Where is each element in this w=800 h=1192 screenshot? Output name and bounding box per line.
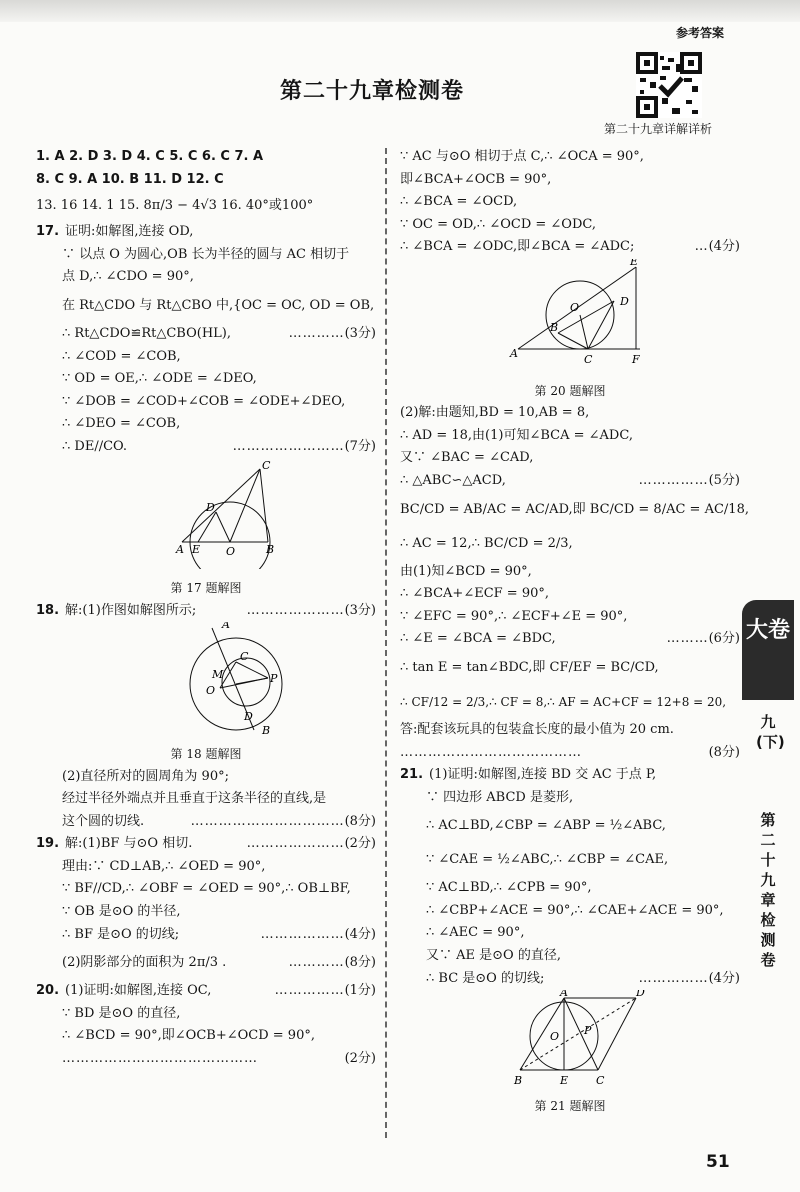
q18-line: 解:(1)作图如解图所示; [65,602,197,618]
svg-text:O: O [550,1030,560,1044]
q20-number: 20. [36,983,60,999]
figure-21 [400,990,740,1086]
side-tab [742,600,800,1160]
svg-text:M: M [212,668,224,682]
figure-21-caption: 第 21 题解图 [534,1098,606,1113]
page-title: 第二十九章检测卷 [280,79,465,104]
q21-line: 又∵ AE 是⊙O 的直径, [426,948,561,964]
q17-line: ∵ ∠DOB = ∠COD+∠COB = ∠ODE+∠DEO, [62,393,346,409]
svg-text:E: E [630,258,639,268]
q20-line: ∵ BD 是⊙O 的直径, [62,1005,181,1021]
score: (6分) [708,631,740,647]
score: (3分) [344,325,376,341]
svg-text:A: A [222,622,230,632]
q20-line: ∴ AC = 12,∴ BC/CD = 2/3, [400,535,573,551]
left-column: 1. A 2. D 3. D 4. C 5. C 6. C 7. A 8. C 9. A 10. B 11. D 12. C 13. 16 14. 1 15. 8π/3 − 4√3 16. 40°或100° 17. 证明:如解图,连接 OD, ∵ 以点 O 为圆心,OB 长为半径的圆与 AC 相切于 点 D,∴ ∠CDO = 90°, 在 Rt△CDO 与 Rt△CBO 中,{OC = OC, OD = OB, ∴ Rt△CDO≌Rt△CBO(HL), …………(3分) ∴ ∠COD = ∠COB, ∵ OD = OE,∴ ∠ODE = ∠DEO, ∵ ∠DOB = ∠COD+∠COB = ∠ODE+∠DEO, ∴ ∠DEO = ∠COB, ∴ DE//CO. ……………………(7分) C D A E O B 第 17 题解图 18. 解:(1)作图如解图所示; …………………(3分) A C M O P D B 第 18 题解图 (2)直径所对的圆周角为 90°; 经过半径外端点并且垂直于这条半径的直线,是 这个圆的切线. ……………………………(8分) 19. 解:(1)BF 与⊙O 相切. …………………(2分) 理由:∵ CD⊥AB,∴ ∠OED = 90°, ∵ BF//CD,∴ ∠OBF = ∠OED = 90°,∴ OB⊥BF, ∵ OB 是⊙O 的半径, ∴ BF 是⊙O 的切线; ………………(4分) (2)阴影部分的面积为 2π/3 . …………(8分) 20. (1)证明:如解图,连接 OC, ……………(1分) ∵ BD 是⊙O 的直径, ∴ ∠BCD = 90°,即∠OCB+∠OCD = 90°, …………………………………… (2分) [36,146,376,1071]
svg-text:P: P [270,672,278,686]
svg-text:C: C [584,352,593,366]
svg-text:O: O [206,684,216,698]
q18-number: 18. [36,602,60,618]
q20-line: ∴ △ABC∽△ACD, [400,472,506,488]
q17-line: ∴ ∠COD = ∠COB, [62,348,181,364]
page-top-edge [0,0,800,22]
q17-line: ∴ Rt△CDO≌Rt△CBO(HL), [62,325,231,341]
score: (4分) [708,239,740,255]
svg-text:D: D [620,294,629,308]
q20-line: 又∵ ∠BAC = ∠CAD, [400,450,534,466]
q17-line: ∵ OD = OE,∴ ∠ODE = ∠DEO, [62,371,257,387]
q20-line: ∴ AD = 18,由(1)可知∠BCA = ∠ADC, [400,427,633,443]
svg-text:B: B [266,542,275,556]
q20-line: ∴ ∠E = ∠BCA = ∠BDC, [400,631,556,647]
svg-text:A: A [510,346,518,360]
q19-line: 解:(1)BF 与⊙O 相切. [65,836,193,852]
q20-line: (1)证明:如解图,连接 OC, [65,983,212,999]
score: (2分) [344,836,376,852]
svg-text:D: D [206,500,215,514]
svg-text:C: C [262,458,271,472]
q20-line: BC/CD = AB/AC = AC/AD,即 BC/CD = 8/AC = AC/18, [400,501,749,517]
mc-answers-2: 8. C 9. A 10. B 11. D 12. C [36,171,224,187]
figure-20 [400,259,740,371]
q21-line: (1)证明:如解图,连接 BD 交 AC 于点 P, [429,767,657,783]
svg-text:B: B [514,1074,523,1087]
q19-line: ∵ OB 是⊙O 的半径, [62,904,181,920]
q20-line: ∴ CF/12 = 2/3,∴ CF = 8,∴ AF = AC+CF = 12+8 = 20, [400,694,727,709]
svg-text:E: E [560,1074,569,1087]
score: (8分) [344,813,376,829]
q17-line: ∴ ∠DEO = ∠COB, [62,416,181,432]
q20-line: ∴ ∠BCD = 90°,即∠OCB+∠OCD = 90°, [62,1028,315,1044]
q17-line: ∵ 以点 O 为圆心,OB 长为半径的圆与 AC 相切于 [62,246,350,262]
qr-code-icon[interactable] [636,52,702,118]
score: (4分) [708,970,740,986]
q18-line: 这个圆的切线. [62,813,145,829]
score: (8分) [344,955,376,971]
q20-line: ∵ OC = OD,∴ ∠OCD = ∠ODC, [400,216,596,232]
q20-line: 由(1)知∠BCD = 90°, [400,563,532,579]
score: (1分) [344,983,376,999]
svg-text:B: B [550,320,559,334]
side-tab-grade: 九(下) [756,713,785,751]
svg-text:E: E [192,542,201,556]
q21-line: ∴ BC 是⊙O 的切线; [426,970,545,986]
q17-line: 证明:如解图,连接 OD, [65,224,194,240]
mc-answers-1: 1. A 2. D 3. D 4. C 5. C 6. C 7. A [36,149,264,164]
svg-text:A: A [176,542,184,556]
q20-line: ∵ AC 与⊙O 相切于点 C,∴ ∠OCA = 90°, [400,149,644,164]
svg-text:B: B [262,724,271,735]
page-number: 51 [706,1152,730,1172]
q17-line: ∴ DE//CO. [62,438,128,454]
q18-line: (2)直径所对的圆周角为 90°; [62,768,229,784]
q19-number: 19. [36,836,60,852]
svg-text:F: F [632,352,640,366]
svg-text:D: D [636,990,645,1000]
figure-18 [36,622,376,734]
q20-line: ∴ ∠BCA = ∠ODC,即∠BCA = ∠ADC; [400,239,635,255]
q21-line: ∴ ∠AEC = 90°, [426,925,525,941]
q21-number: 21. [400,767,424,783]
q21-line: ∵ ∠CAE = ½∠ABC,∴ ∠CBP = ∠CAE, [426,852,669,868]
q21-line: ∵ AC⊥BD,∴ ∠CPB = 90°, [426,880,592,896]
score: (3分) [344,602,376,618]
svg-text:O: O [570,300,580,314]
q20-line: 答:配套该玩具的包装盒长度的最小值为 20 cm. [400,721,674,737]
q18-line: 经过半径外端点并且垂直于这条半径的直线,是 [62,791,327,807]
score: (8分) [708,744,740,760]
figure-18-caption: 第 18 题解图 [170,746,242,761]
q19-line: ∴ BF 是⊙O 的切线; [62,926,180,942]
score: (4分) [344,926,376,942]
q20-line: ∴ ∠BCA+∠ECF = 90°, [400,586,549,602]
svg-text:A: A [560,990,568,1000]
score: (7分) [344,438,376,454]
side-tab-chapter: 第二十九章检测卷 [760,811,776,969]
svg-text:C: C [240,650,249,664]
q17-line: 在 Rt△CDO 与 Rt△CBO 中,{OC = OC, OD = OB, [62,297,375,313]
q19-line: 理由:∵ CD⊥AB,∴ ∠OED = 90°, [62,858,266,874]
q19-line: (2)阴影部分的面积为 2π/3 . [62,955,227,971]
q21-line: ∵ 四边形 ABCD 是菱形, [426,789,574,805]
column-divider [385,148,387,1138]
q20-line: 即∠BCA+∠OCB = 90°, [400,171,552,187]
q21-line: ∴ ∠CBP+∠ACE = 90°,∴ ∠CAE+∠ACE = 90°, [426,902,724,918]
figure-20-caption: 第 20 题解图 [534,383,606,398]
qr-caption: 第二十九章详解详析 [604,122,713,136]
figure-17 [36,459,376,569]
score: (5分) [708,472,740,488]
side-tab-big: 大卷 [742,600,794,700]
q19-line: ∵ BF//CD,∴ ∠OBF = ∠OED = 90°,∴ OB⊥BF, [62,881,351,897]
q20-line: (2)解:由题知,BD = 10,AB = 8, [400,405,590,421]
svg-text:O: O [226,544,236,558]
q21-line: ∴ AC⊥BD,∠CBP = ∠ABP = ½∠ABC, [426,818,666,834]
svg-text:D: D [244,710,253,724]
right-column: ∵ AC 与⊙O 相切于点 C,∴ ∠OCA = 90°, 即∠BCA+∠OCB = 90°, ∴ ∠BCA = ∠OCD, ∵ OC = OD,∴ ∠OCD = ∠ODC, ∴ ∠BCA = ∠ODC,即∠BCA = ∠ADC; …(4分) E D O B A C F 第 20 题解图 (2)解:由题知,BD = 10,AB = 8, ∴ AD = 18,由(1)可知∠BCA = ∠ADC, 又∵ ∠BAC = ∠CAD, ∴ △ABC∽△ACD, ……………(5分) BC/CD = AB/AC = AC/AD,即 BC/CD = 8/AC = AC/18, ∴ AC = 12,∴ BC/CD = 2/3, 由(1)知∠BCD = 90°, ∴ ∠BCA+∠ECF = 90°, ∵ ∠EFC = 90°,∴ ∠ECF+∠E = 90°, ∴ ∠E = ∠BCA = ∠BDC, ………(6分) ∴ tan E = tan∠BDC,即 CF/EF = BC/CD, ∴ CF/12 = 2/3,∴ CF = 8,∴ AF = AC+CF = 12+8 = 20, 答:配套该玩具的包装盒长度的最小值为 20 cm. ………………………………… (8分) 21. (1)证明:如解图,连接 BD 交 AC 于点 P, ∵ 四边形 ABCD 是菱形, ∴ AC⊥BD,∠CBP = ∠ABP = ½∠ABC, ∵ ∠CAE = ½∠ABC,∴ ∠CBP = ∠CAE, ∵ AC⊥BD,∴ ∠CPB = 90°, ∴ ∠CBP+∠ACE = 90°,∴ ∠CAE+∠ACE = 90°, ∴ ∠AEC = 90°, 又∵ AE 是⊙O 的直径, ∴ BC 是⊙O 的切线; ……………(4分) A D O P B E C 第 21 题解图 [400,146,740,1117]
svg-text:P: P [584,1024,592,1038]
q17-number: 17. [36,224,60,240]
q20-line: ∴ tan E = tan∠BDC,即 CF/EF = BC/CD, [400,659,659,675]
fill-answers: 13. 16 14. 1 15. 8π/3 − 4√3 16. 40°或100° [36,198,314,214]
svg-text:C: C [596,1074,605,1087]
q20-line: ∴ ∠BCA = ∠OCD, [400,194,518,210]
score: (2分) [344,1051,376,1067]
q20-line: ∵ ∠EFC = 90°,∴ ∠ECF+∠E = 90°, [400,608,628,624]
answers-header: 参考答案 [676,26,725,40]
figure-17-caption: 第 17 题解图 [170,581,242,596]
q17-line: 点 D,∴ ∠CDO = 90°, [62,269,194,285]
